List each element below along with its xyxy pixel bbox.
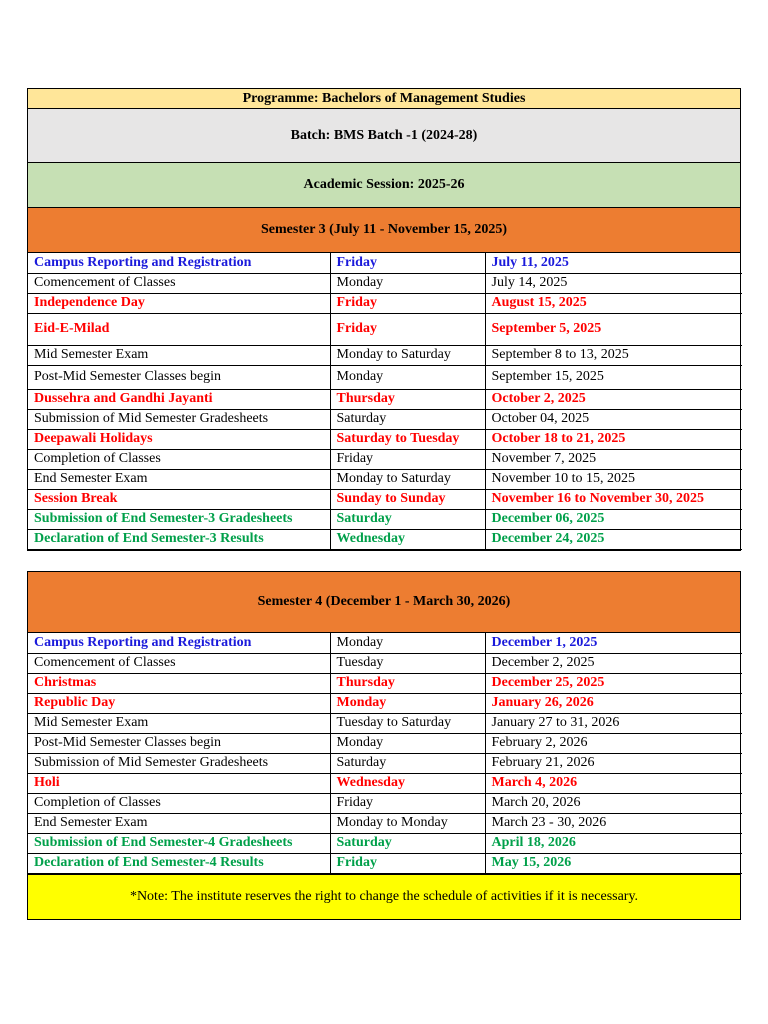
activity-cell: End Semester Exam: [28, 813, 330, 833]
date-cell: December 25, 2025: [485, 673, 742, 693]
semester3-header: [28, 208, 740, 253]
schedule-row: [28, 793, 742, 813]
schedule-row: [28, 253, 742, 273]
schedule-row: [28, 673, 742, 693]
activity-cell: Dussehra and Gandhi Jayanti: [28, 389, 330, 409]
semester3-title: Semester 3 (July 11 - November 15, 2025): [261, 222, 507, 237]
day-cell: Monday: [330, 365, 485, 389]
activity-cell: Eid-E-Milad: [28, 313, 330, 345]
note-box: [28, 874, 740, 919]
schedule-row: [28, 509, 742, 529]
activity-cell: Session Break: [28, 489, 330, 509]
day-cell: Sunday to Sunday: [330, 489, 485, 509]
activity-cell: Completion of Classes: [28, 449, 330, 469]
day-cell: Friday: [330, 449, 485, 469]
schedule-row: [28, 713, 742, 733]
date-cell: February 2, 2026: [485, 733, 742, 753]
activity-cell: Declaration of End Semester-4 Results: [28, 853, 330, 873]
date-cell: November 7, 2025: [485, 449, 742, 469]
date-cell: September 15, 2025: [485, 365, 742, 389]
day-cell: Saturday: [330, 509, 485, 529]
schedule-row: [28, 653, 742, 673]
day-cell: Friday: [330, 793, 485, 813]
date-cell: December 06, 2025: [485, 509, 742, 529]
date-cell: September 8 to 13, 2025: [485, 345, 742, 365]
activity-cell: Mid Semester Exam: [28, 713, 330, 733]
activity-cell: Comencement of Classes: [28, 273, 330, 293]
day-cell: Friday: [330, 253, 485, 273]
day-cell: Friday: [330, 853, 485, 873]
date-cell: July 14, 2025: [485, 273, 742, 293]
schedule-row: [28, 449, 742, 469]
date-cell: November 10 to 15, 2025: [485, 469, 742, 489]
date-cell: February 21, 2026: [485, 753, 742, 773]
schedule-row: [28, 313, 742, 345]
schedule-row: [28, 693, 742, 713]
schedule-row: [28, 853, 742, 873]
day-cell: Monday to Saturday: [330, 345, 485, 365]
activity-cell: Campus Reporting and Registration: [28, 253, 330, 273]
date-cell: April 18, 2026: [485, 833, 742, 853]
schedule-row: [28, 773, 742, 793]
schedule-row: [28, 529, 742, 549]
activity-cell: Deepawali Holidays: [28, 429, 330, 449]
schedule-row: [28, 345, 742, 365]
activity-cell: Republic Day: [28, 693, 330, 713]
schedule-row: [28, 489, 742, 509]
batch-header: [28, 109, 740, 163]
schedule-row: [28, 409, 742, 429]
date-cell: May 15, 2026: [485, 853, 742, 873]
semester4-title: Semester 4 (December 1 - March 30, 2026): [257, 594, 511, 609]
activity-cell: Completion of Classes: [28, 793, 330, 813]
semester3-table: [28, 253, 742, 550]
date-cell: August 15, 2025: [485, 293, 742, 313]
activity-cell: Submission of End Semester-4 Gradesheets: [28, 833, 330, 853]
schedule-row: [28, 833, 742, 853]
activity-cell: Campus Reporting and Registration: [28, 633, 330, 653]
day-cell: Monday: [330, 733, 485, 753]
programme-title: Programme: Bachelors of Management Studies: [242, 90, 526, 106]
day-cell: Saturday to Tuesday: [330, 429, 485, 449]
semester4-header: [28, 572, 740, 633]
day-cell: Tuesday: [330, 653, 485, 673]
activity-cell: Post-Mid Semester Classes begin: [28, 365, 330, 389]
date-cell: December 1, 2025: [485, 633, 742, 653]
activity-cell: Independence Day: [28, 293, 330, 313]
day-cell: Monday to Monday: [330, 813, 485, 833]
activity-cell: Submission of Mid Semester Gradesheets: [28, 753, 330, 773]
day-cell: Monday: [330, 693, 485, 713]
activity-cell: Christmas: [28, 673, 330, 693]
schedule-row: [28, 365, 742, 389]
activity-cell: Mid Semester Exam: [28, 345, 330, 365]
semester3-calendar: [27, 88, 741, 551]
day-cell: Saturday: [330, 753, 485, 773]
date-cell: December 2, 2025: [485, 653, 742, 673]
activity-cell: Holi: [28, 773, 330, 793]
day-cell: Saturday: [330, 833, 485, 853]
date-cell: March 20, 2026: [485, 793, 742, 813]
schedule-row: [28, 273, 742, 293]
schedule-row: [28, 733, 742, 753]
activity-cell: Comencement of Classes: [28, 653, 330, 673]
session-header: [28, 163, 740, 208]
schedule-row: [28, 753, 742, 773]
day-cell: Wednesday: [330, 529, 485, 549]
batch-title: Batch: BMS Batch -1 (2024-28): [290, 127, 478, 143]
activity-cell: Submission of Mid Semester Gradesheets: [28, 409, 330, 429]
day-cell: Monday to Saturday: [330, 469, 485, 489]
activity-cell: Declaration of End Semester-3 Results: [28, 529, 330, 549]
day-cell: Friday: [330, 293, 485, 313]
date-cell: October 04, 2025: [485, 409, 742, 429]
schedule-row: [28, 469, 742, 489]
programme-header: [28, 89, 740, 109]
date-cell: March 23 - 30, 2026: [485, 813, 742, 833]
schedule-row: [28, 293, 742, 313]
day-cell: Thursday: [330, 389, 485, 409]
day-cell: Friday: [330, 313, 485, 345]
activity-cell: Post-Mid Semester Classes begin: [28, 733, 330, 753]
date-cell: October 2, 2025: [485, 389, 742, 409]
date-cell: October 18 to 21, 2025: [485, 429, 742, 449]
schedule-row: [28, 813, 742, 833]
day-cell: Tuesday to Saturday: [330, 713, 485, 733]
day-cell: Wednesday: [330, 773, 485, 793]
note-text: *Note: The institute reserves the right to change the schedule of activities if it is necessary.: [129, 888, 639, 904]
activity-cell: Submission of End Semester-3 Gradesheets: [28, 509, 330, 529]
day-cell: Saturday: [330, 409, 485, 429]
date-cell: January 26, 2026: [485, 693, 742, 713]
day-cell: Thursday: [330, 673, 485, 693]
date-cell: December 24, 2025: [485, 529, 742, 549]
date-cell: November 16 to November 30, 2025: [485, 489, 742, 509]
date-cell: September 5, 2025: [485, 313, 742, 345]
schedule-row: [28, 389, 742, 409]
date-cell: March 4, 2026: [485, 773, 742, 793]
date-cell: January 27 to 31, 2026: [485, 713, 742, 733]
schedule-row: [28, 633, 742, 653]
session-title: Academic Session: 2025-26: [303, 177, 465, 192]
schedule-row: [28, 429, 742, 449]
day-cell: Monday: [330, 273, 485, 293]
semester4-table: [28, 633, 742, 874]
day-cell: Monday: [330, 633, 485, 653]
activity-cell: End Semester Exam: [28, 469, 330, 489]
semester4-calendar: [27, 571, 741, 920]
date-cell: July 11, 2025: [485, 253, 742, 273]
